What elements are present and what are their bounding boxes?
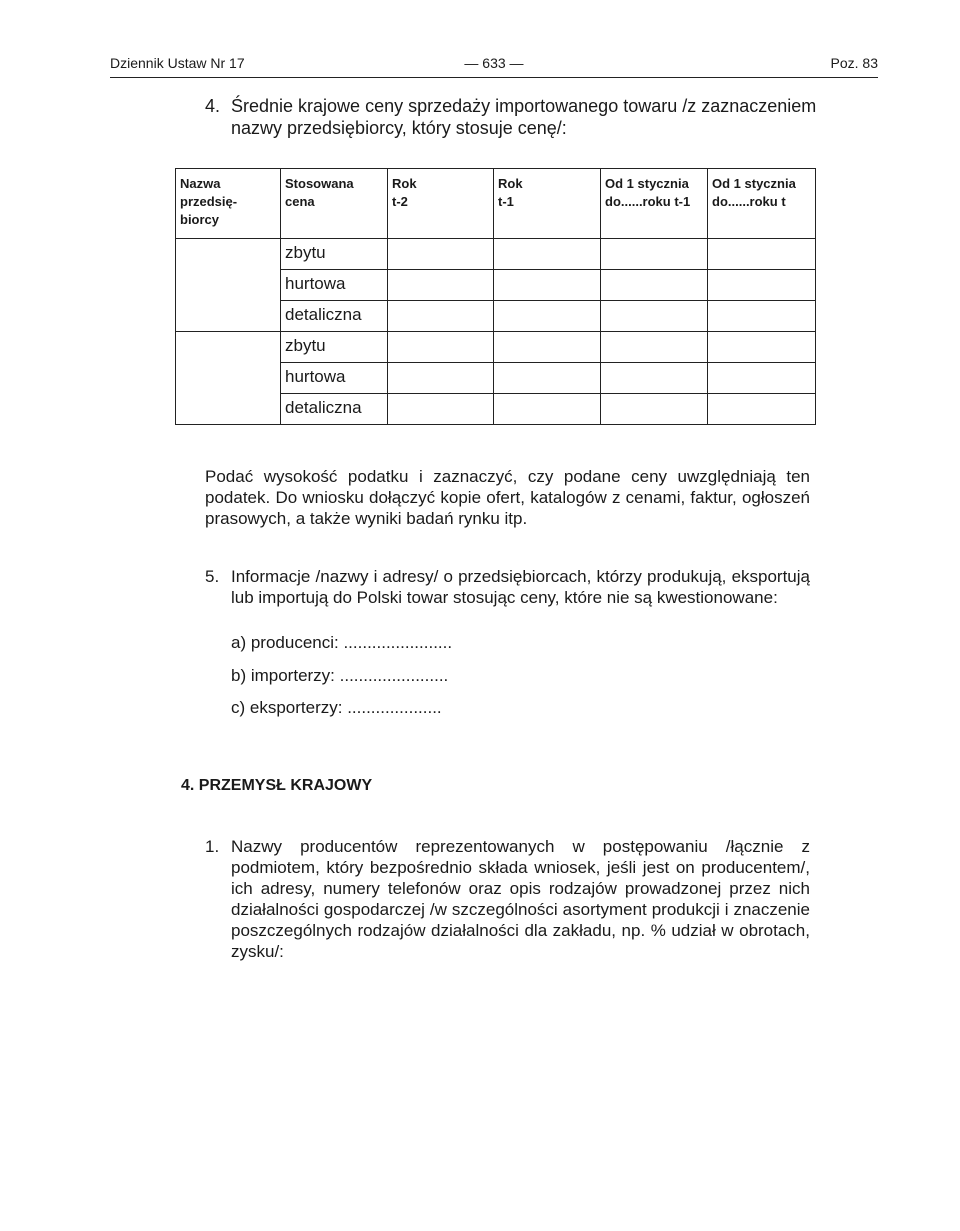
value-cell [494,363,601,394]
value-cell [708,332,816,363]
header-period-t: Od 1 stycznia do......roku t [708,169,816,239]
answer-importers: b) importerzy: ....................... [231,666,449,685]
section-number: 1. [205,837,220,856]
value-cell [494,301,601,332]
value-cell [601,332,708,363]
section-text: Nazwy producentów reprezentowanych w postępowaniu /łącznie z podmiotem, który bezpośrednio składa wniosek, jeśli jest on producentem/, ich adresy, numery telefonów oraz opis rodzajów prowadzonej przez nich działalności gospodarczej /w szczególności asortyment produkcji i znaczenie poszczególnych rodzajów działalności dla zakładu, np. % udział w obrotach, zysku/: [231,837,810,961]
header-firm-name: Nazwa przedsię- biorcy [176,169,281,239]
section-text: Informacje /nazwy i adresy/ o przedsiębiorcach, którzy produkują, eksportują lub importują do Polski towar stosując ceny, które nie są kwestionowane: [231,567,810,607]
chapter-heading: 4. PRZEMYSŁ KRAJOWY [181,777,373,794]
section-number: 4. [205,96,221,116]
firm-cell [176,239,281,332]
value-cell [708,363,816,394]
value-cell [388,363,494,394]
value-cell [708,394,816,425]
value-cell [494,270,601,301]
value-cell [708,270,816,301]
header-price: Stosowana cena [281,169,388,239]
value-cell [388,301,494,332]
value-cell [601,394,708,425]
value-cell [601,239,708,270]
price-type-cell: hurtowa [281,270,388,301]
price-type-cell: zbytu [281,239,388,270]
page-header [110,55,878,78]
header-period-t1: Od 1 stycznia do......roku t-1 [601,169,708,239]
value-cell [601,301,708,332]
value-cell [708,301,816,332]
value-cell [388,332,494,363]
header-year-t2: Rok t-2 [388,169,494,239]
price-type-cell: detaliczna [281,301,388,332]
answer-producers: a) producenci: ....................... [231,633,453,652]
value-cell [388,270,494,301]
price-type-cell: zbytu [281,332,388,363]
header-year-t1: Rok t-1 [494,169,601,239]
position-number: Poz. 83 [830,55,878,71]
tax-instructions: Podać wysokość podatku i zaznaczyć, czy podane ceny uwzględniają ten podatek. Do wniosku dołączyć kopie ofert, katalogów z cenami, faktur, ogłoszeń prasowych, a także wyniki badań rynku itp. [205,467,810,528]
value-cell [708,239,816,270]
value-cell [494,239,601,270]
section-text: Średnie krajowe ceny sprzedaży importowanego towaru /z zaznaczeniem nazwy przedsiębiorcy, który stosuje cenę/: [231,96,817,138]
table-row [176,239,816,270]
value-cell [494,394,601,425]
value-cell [601,270,708,301]
section-number: 5. [205,567,220,586]
table-header-row [176,169,816,239]
journal-name: Dziennik Ustaw Nr 17 [110,55,245,71]
value-cell [601,363,708,394]
answer-exporters: c) eksporterzy: .................... [231,698,442,717]
price-table [175,168,816,425]
value-cell [388,239,494,270]
price-type-cell: detaliczna [281,394,388,425]
price-type-cell: hurtowa [281,363,388,394]
firm-cell [176,332,281,425]
table-row [176,332,816,363]
page-number: — 633 — [464,55,524,71]
value-cell [388,394,494,425]
value-cell [494,332,601,363]
